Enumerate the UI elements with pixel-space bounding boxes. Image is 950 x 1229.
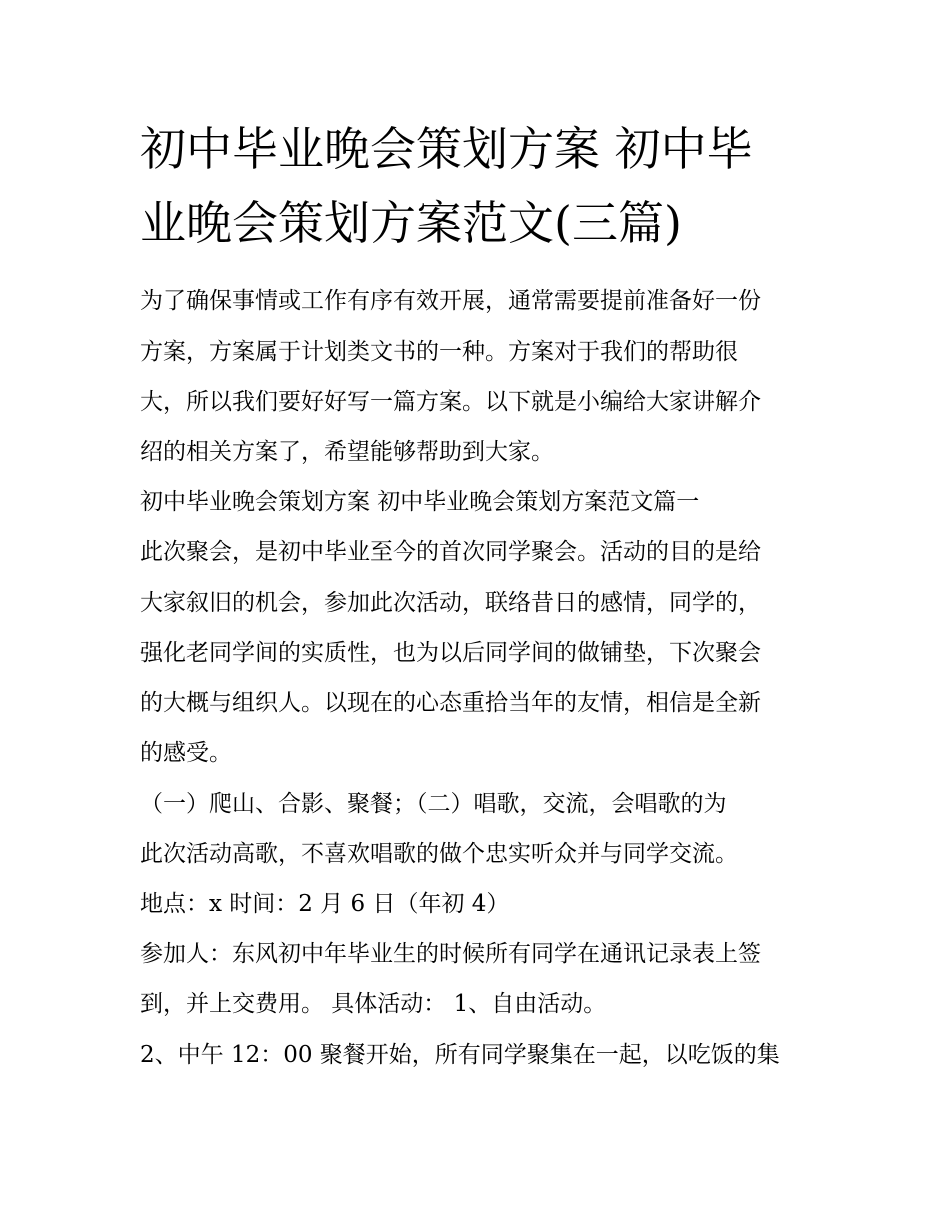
location-time-line: 地点：x 时间：2 月 6 日（年初 4） [140,891,510,917]
intro-line-1: 为了确保事情或工作有序有效开展，通常需要提前准备好一份 [140,288,761,314]
body-line-1: 此次聚会，是初中毕业至今的首次同学聚会。活动的目的是给 [140,539,761,565]
section-heading: 初中毕业晚会策划方案 初中毕业晚会策划方案范文篇一 [140,489,700,515]
intro-line-4: 绍的相关方案了，希望能够帮助到大家。 [140,439,554,465]
schedule-line: 2、中午 12：00 聚餐开始，所有同学聚集在一起，以吃饭的集 [140,1042,780,1068]
intro-line-3: 大，所以我们要好好写一篇方案。以下就是小编给大家讲解介 [140,389,761,415]
activity-line-1: （一）爬山、合影、聚餐；（二）唱歌，交流，会唱歌的为 [140,791,727,817]
title-line-1: 初中毕业晚会策划方案 初中毕 [140,122,753,176]
participants-line-1: 参加人：东风初中年毕业生的时候所有同学在通讯记录表上签 [140,941,761,967]
participants-line-2: 到，并上交费用。 具体活动： 1、自由活动。 [140,991,607,1017]
body-line-2: 大家叙旧的机会，参加此次活动，联络昔日的感情，同学的， [140,590,761,616]
intro-line-2: 方案，方案属于计划类文书的一种。方案对于我们的帮助很 [140,339,738,365]
title-line-2: 业晚会策划方案范文(三篇) [140,196,682,250]
activity-line-2: 此次活动高歌，不喜欢唱歌的做个忠实听众并与同学交流。 [140,841,738,867]
body-line-4: 的大概与组织人。以现在的心态重拾当年的友情，相信是全新 [140,690,761,716]
body-line-3: 强化老同学间的实质性，也为以后同学间的做铺垫，下次聚会 [140,640,761,666]
body-line-5: 的感受。 [140,740,232,766]
document-title [140,112,820,260]
